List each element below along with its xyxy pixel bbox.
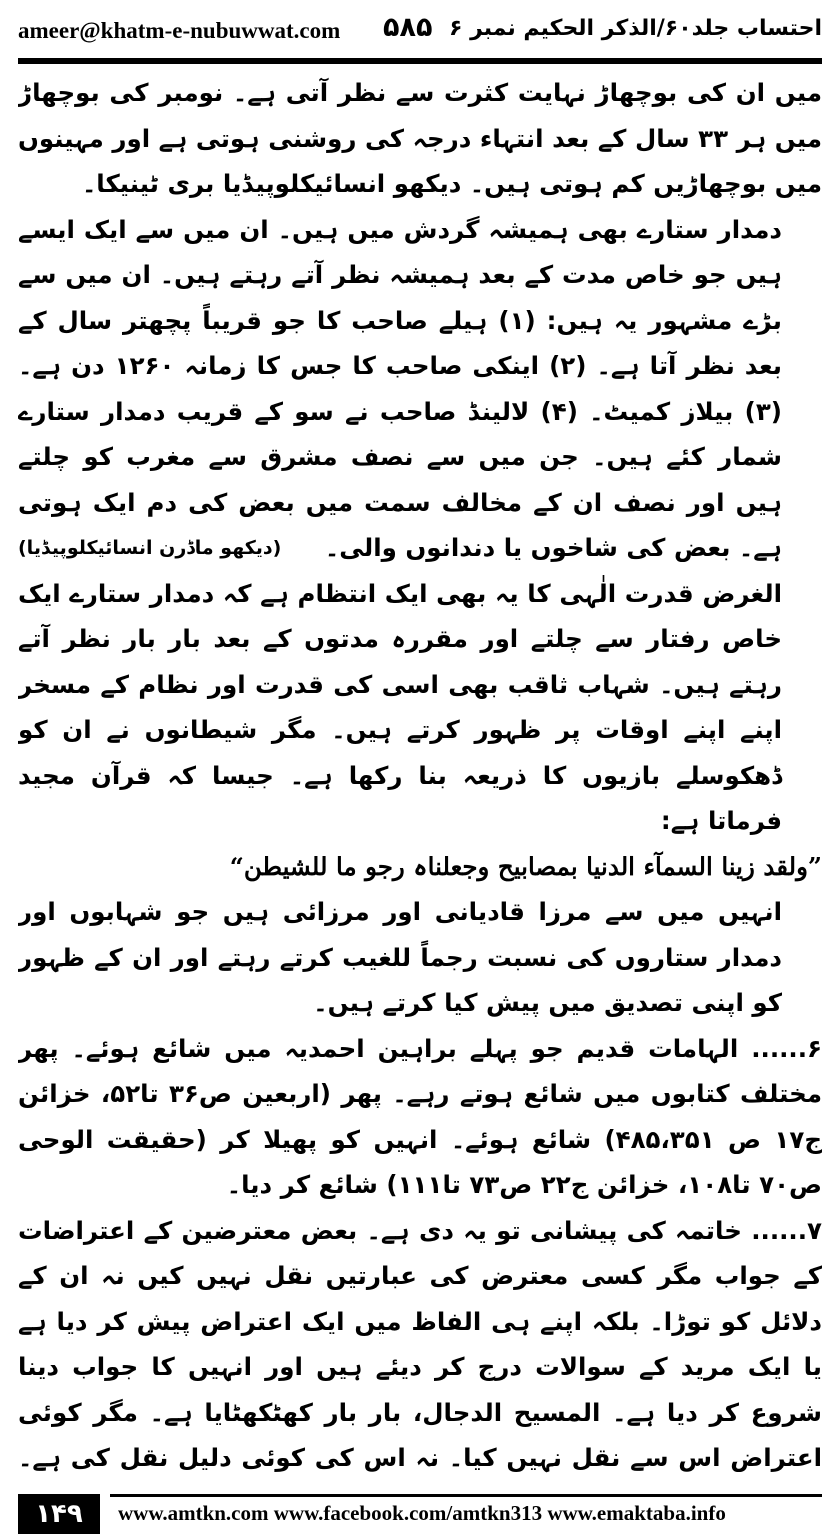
footnote-number: ۷...... bbox=[751, 1215, 822, 1245]
page-body bbox=[18, 70, 822, 1490]
reference-modern-encyclopedia: (دیکھو ماڈرن انسائیکلوپیڈیا) bbox=[18, 536, 282, 559]
footer-urls: www.amtkn.com www.facebook.com/amtkn313 www.emaktaba.info bbox=[118, 1501, 726, 1525]
paragraph: الغرض قدرت الٰہی کا یہ بھی ایک انتظام ہے کہ دمدار ستارے ایک خاص رفتار سے چلتے اور مقررہ مدتوں کے بعد بار بار نظر آتے رہتے ہیں۔ شہاب ثاقب بھی اسی کی قدرت اور نظام کے مسخر اپنے اپنے اوقات پر ظہور کرتے ہیں۔ مگر شیطانوں نے ان کو ڈھکوسلے بازیوں کا ذریعہ بنا رکھا ہے۔ جیسا کہ قرآن مجید فرماتا ہے: bbox=[18, 578, 782, 835]
paragraph: انہیں میں سے مرزا قادیانی اور مرزائی ہیں جو شہابوں اور دمدار ستاروں کی نسبت رجماً للغیب کرتے رہتے اور ان کے ظہور کو اپنی تصدیق میں پیش کیا کرتے ہیں۔ bbox=[18, 897, 782, 1017]
paragraph: میں ان کی بوچھاڑ نہایت کثرت سے نظر آتی ہے۔ نومبر کی بوچھاڑ میں ہر ۳۳ سال کے بعد انتہاء درجہ کی روشنی ہوتی ہے اور مہینوں میں بوچھاڑیں کم ہوتی ہیں۔ دیکھو انسائیکلوپیڈیا بری ٹینیکا۔ bbox=[18, 78, 822, 198]
paragraph-comets bbox=[18, 207, 822, 571]
page-footer bbox=[18, 1494, 822, 1534]
page-header bbox=[18, 10, 822, 56]
page-number: ۱۴۹ bbox=[18, 1494, 100, 1534]
footnote-number: ۶...... bbox=[751, 1033, 822, 1063]
email-address: ameer@khatm-e-nubuwwat.com bbox=[18, 18, 341, 43]
paragraph-text: دمدار ستارے بھی ہمیشہ گردش میں ہیں۔ ان میں سے ایک ایسے ہیں جو خاص مدت کے بعد ہمیشہ نظر آتے رہتے ہیں۔ ان میں سے بڑے مشہور یہ ہیں: (۱) ہیلے صاحب کا جو قریباً پچھتر سال کے بعد نظر آتا ہے۔ (۲) اینکی صاحب کا جس کا زمانہ ۱۲۶۰ دن ہے۔ (۳) بیلاز کمیٹ۔ (۴) لالینڈ صاحب نے سو کے قریب دمدار ستارے شمار کئے ہیں۔ جن میں سے نصف مشرق سے مغرب کو چلتے ہیں اور نصف ان کے مخالف سمت میں بعض کی دم ایک ہوتی ہے۔ بعض کی شاخوں یا دندانوں والی۔ bbox=[18, 214, 783, 562]
footer-rule bbox=[110, 1494, 822, 1497]
header-rule bbox=[18, 58, 822, 64]
quran-quote: ”ولقد زینا السمآء الدنیا بمصابیح وجعلناہ رجو ما للشیطن“ bbox=[229, 851, 822, 881]
footnote bbox=[18, 1208, 822, 1491]
footnote-text: خاتمہ کی پیشانی تو یہ دی ہے۔ بعض معترضین کے اعتراضات کے جواب مگر کسی معترض کی عبارتیں نقل نہیں کیں نہ ان کے دلائل کو توڑا۔ بلکہ اپنے ہی الفاظ میں ایک اعتراض پیش کر دیا ہے یا ایک مرید کے سوالات درج کر دیئے ہیں اور انہیں کا جواب دینا شروع کر دیا ہے۔ المسیح الدجال، بار بار کھٹکھٹایا ہے۔ مگر کوئی اعتراض اس سے نقل نہیں کیا۔ نہ اس کی کوئی دلیل نقل کی ہے۔ bbox=[18, 1215, 822, 1472]
page-number-urdu: ۵۸۵ bbox=[383, 12, 433, 43]
footnote-text: الہامات قدیم جو پہلے براہین احمدیہ میں شائع ہوئے۔ پھر مختلف کتابوں میں شائع ہوتے رہے۔ پھر (اربعین ص۳۶ تا۵۲، خزائن ج۱۷ ص ۴۸۵،۳۵۱) شائع ہوئے۔ انہیں کو پھیلا کر (حقیقت الوحی ص۷۰ تا۱۰۸، خزائن ج۲۲ ص۷۳ تا۱۱۱) شائع کر دیا۔ bbox=[18, 1033, 822, 1199]
footnote bbox=[18, 1026, 822, 1208]
running-title: احتساب جلد۶۰/الذکر الحکیم نمبر ۶ bbox=[448, 16, 822, 41]
